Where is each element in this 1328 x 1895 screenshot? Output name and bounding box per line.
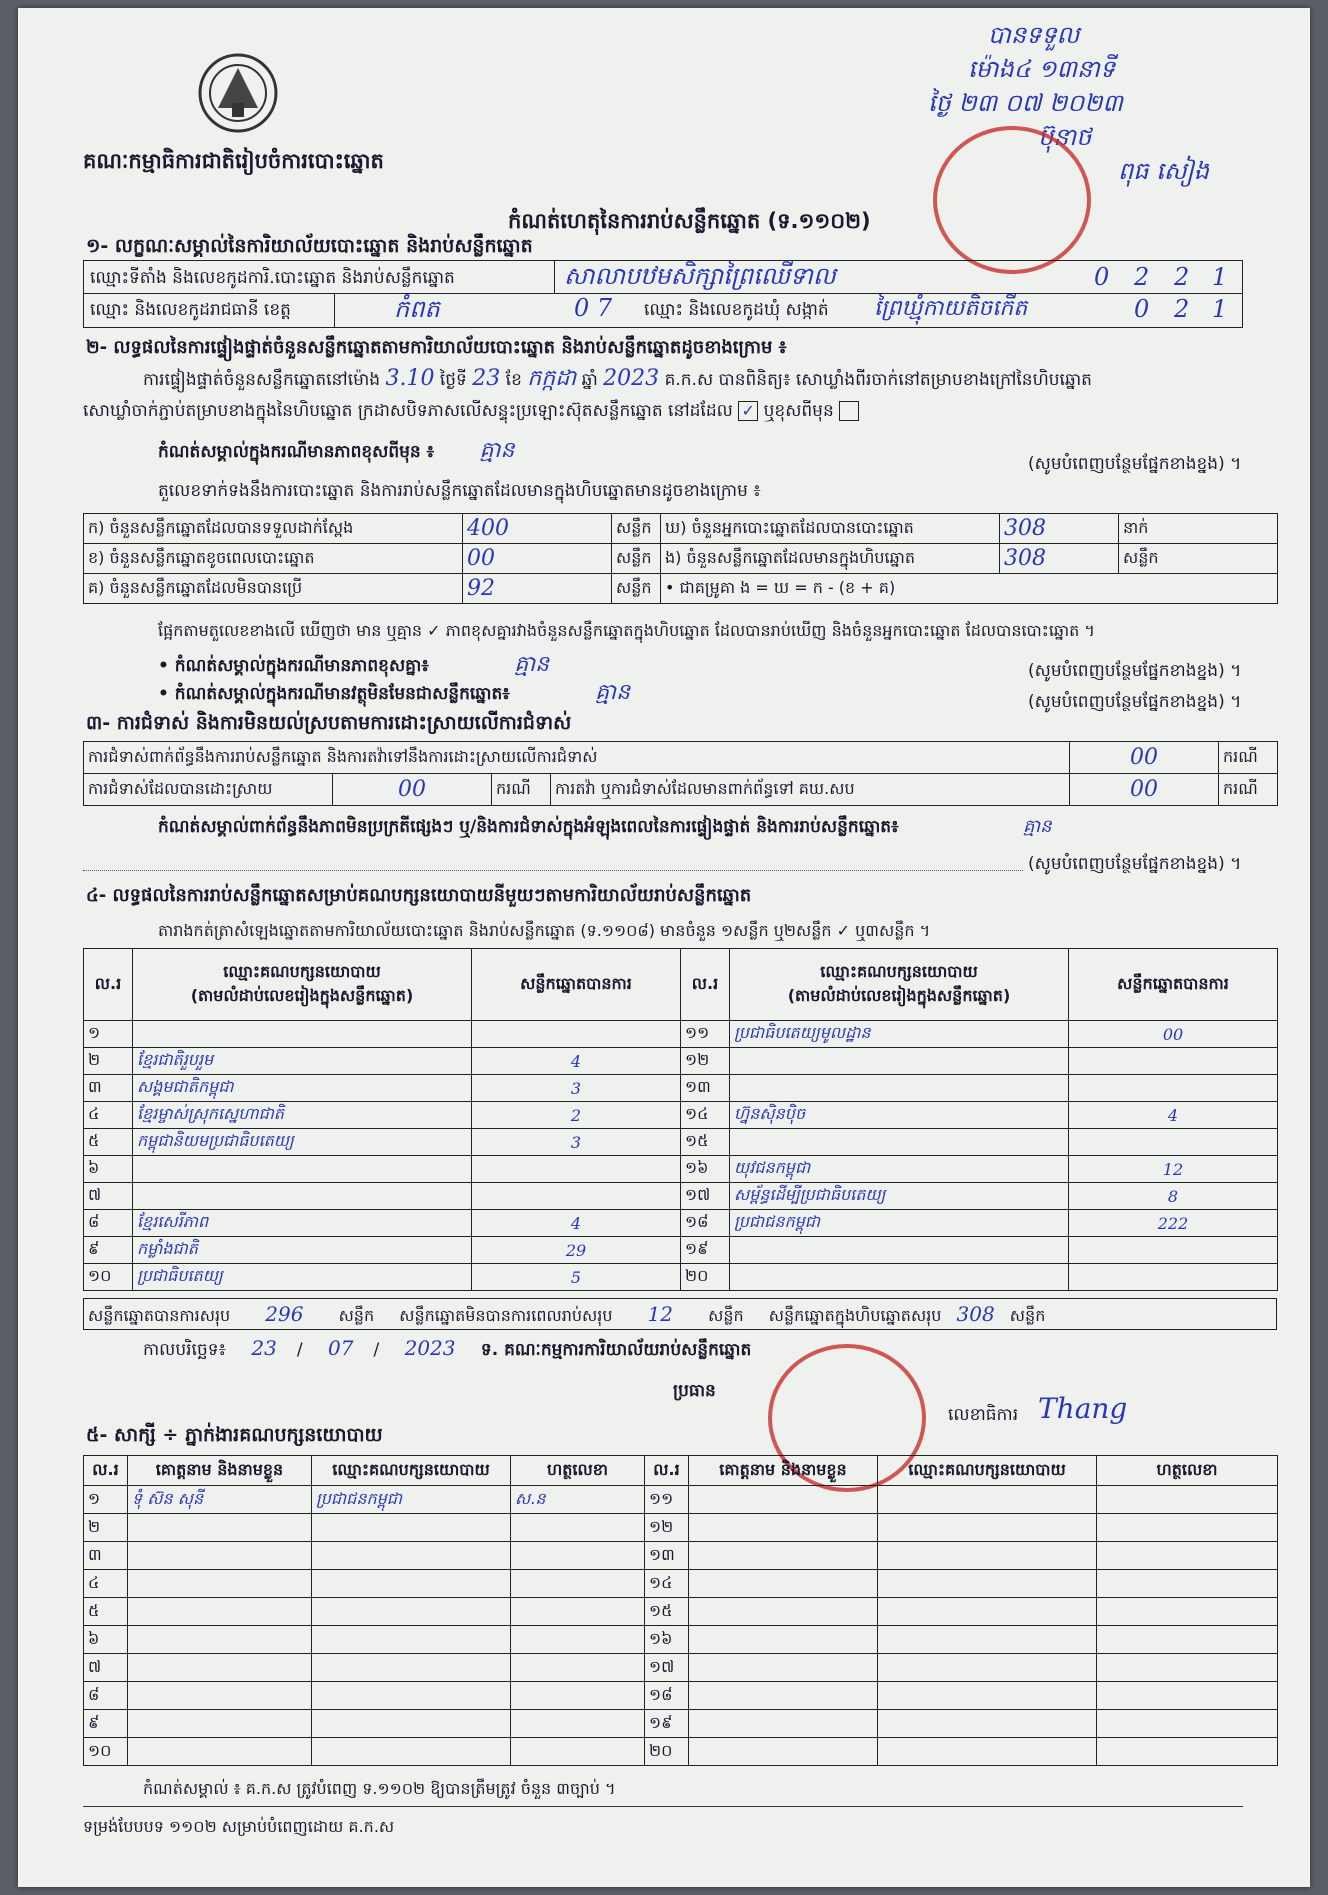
objection-forwarded: ការតវ៉ា ឬការជំទាស់ដែលមានពាក់ព័ន្ធទៅ គឃ.សប (551, 774, 1070, 806)
table-row: ៥ កម្ពុជានិយមប្រជាធិបតេយ្យ 3 ១៥ (84, 1129, 1278, 1156)
row-c-value: 92 (463, 574, 612, 604)
table-row: ២ ខ្មែរជាតិរួបរួម 4 ១២ (84, 1048, 1278, 1075)
row-a-value: 400 (463, 514, 612, 544)
table-row: ១០ ប្រជាធិបតេយ្យ 5 ២០ (84, 1264, 1278, 1291)
note-diff-prev: កំណត់សម្គាល់ក្នុងករណីមានភាពខុសពីមុន ៖ គ្មាន (158, 438, 515, 463)
objection-row1: ការជំទាស់ពាក់ព័ន្ធនឹងការរាប់សន្លឹកឆ្នោត និងការតវ៉ាទៅនឹងការដោះស្រាយលើការជំទាស់ (84, 742, 1070, 774)
row-e-value: 308 (1000, 544, 1119, 574)
objection-note-value: គ្មាន (1023, 816, 1052, 837)
table-row: ១០ ២០ (84, 1738, 1278, 1766)
objection-resolved-value: 00 (333, 774, 492, 806)
section4-title: ៤- លទ្ធផលនៃការរាប់សន្លឹកឆ្នោតសម្រាប់គណបក្សនយោបាយនីមួយៗតាមការិយាល័យរាប់សន្លឹកឆ្នោត (86, 885, 752, 906)
row-e-unit: សន្លឹក (1119, 544, 1278, 574)
table-row: ២ ១២ (84, 1514, 1278, 1542)
place-label: ឈ្មោះទីតាំង និងលេខកូដការិ.បោះឆ្នោត និងរាប់សន្លឹកឆ្នោត (90, 268, 455, 288)
row-b-unit: សន្លឹក (612, 544, 661, 574)
sum-total: 308 (956, 1302, 995, 1326)
table-row: ៧ ១៧ សម្ព័ន្ធដើម្បីប្រជាធិបតេយ្យ 8 (84, 1183, 1278, 1210)
checkbox-icon[interactable]: ✓ (738, 401, 758, 421)
table-row: ១ ទុំ ស៊ន សុនី ប្រជាជនកម្ពុជា ស.ន ១១ (84, 1486, 1278, 1514)
section3-title: ៣- ការជំទាស់ និងការមិនយល់ស្របតាមការដោះស្រាយលើការជំទាស់ (86, 712, 572, 734)
row-c-unit: សន្លឹក (612, 574, 661, 604)
fill-hint-4: (សូមបំពេញបន្ថែមផ្នែកខាងខ្នង) ។ (1028, 854, 1242, 874)
footnote: កំណត់សម្គាល់ ៖ គ.ក.ស ត្រូវបំពេញ ទ.១១០២ ឱ្យបានត្រឹមត្រូវ ចំនួន ៣ច្បាប់ ។ (143, 1779, 616, 1798)
table-row: ៣ សង្គមជាតិកម្ពុជា 3 ១៣ (84, 1075, 1278, 1102)
table-row: ៨ ១៨ (84, 1682, 1278, 1710)
table-row: ៨ ខ្មែរសេរីភាព 4 ១៨ ប្រជាជនកម្ពុជា 222 (84, 1210, 1278, 1237)
row-e-label: ង) ចំនួនសន្លឹកឆ្នោតដែលមានក្នុងហិបឆ្នោត (661, 544, 1000, 574)
place-code-1: 0 (1094, 263, 1110, 291)
numbers-intro: តួលេខទាក់ទងនឹងការបោះឆ្នោត និងការរាប់សន្លឹកឆ្នោតដែលមានក្នុងហិបឆ្នោតមានដូចខាងក្រោម ៖ (158, 481, 761, 501)
table-row: ៩ កម្លាំងជាតិ 29 ១៩ (84, 1237, 1278, 1264)
commune-code-1: 0 (1134, 295, 1150, 323)
commune-code-2: 2 (1174, 295, 1190, 323)
official-stamp (933, 126, 1091, 274)
form-code: ទម្រង់បែបបទ ១១០២ សម្រាប់បំពេញដោយ គ.ក.ស (83, 1817, 395, 1836)
province-label: ឈ្មោះ និងលេខកូដរាជធានី ខេត្ត (90, 300, 291, 320)
place-code-4: 1 (1212, 263, 1228, 291)
fill-hint-1: (សូមបំពេញបន្ថែមផ្នែកខាងខ្នង) ។ (1028, 454, 1242, 474)
table-row: ៣ ១៣ (84, 1542, 1278, 1570)
witness-table: ល.រ គោត្តនាម និងនាមខ្លួន ឈ្មោះគណបក្សនយោបាយ ហត្ថលេខា ល.រ គោត្តនាម និងនាមខ្លួន ឈ្មោះគណបក្សនយោបាយ ហត្ថលេខា ១ ទុំ ស៊ន សុនី ប្រជាជនកម្ពុជា ស.ន ១១ ២ ១២ ៣ ១៣ ៤ ១៤ ៥ ១៥ ៦ ១៦ ៧ ១៧ ៨ ១៨ ៩ ១៩ ១០ ២០ (83, 1455, 1278, 1766)
place-code-2: 2 (1134, 263, 1150, 291)
note-diff: • កំណត់សម្គាល់ក្នុងករណីមានភាពខុសគ្នា៖ គ្មាន (158, 652, 550, 677)
section1-title: ១- លក្ខណៈសម្គាល់នៃការិយាល័យបោះឆ្នោត និងរាប់សន្លឹកឆ្នោត (86, 235, 533, 257)
row-a-label: ក) ចំនួនសន្លឹកឆ្នោតដែលបានទទួលដាក់ស្ពែង (84, 514, 463, 544)
date-line: កាលបរិច្ឆេទ៖ 23 / 07 / 2023 ទ. គណៈកម្មការការិយាល័យរាប់សន្លឹកឆ្នោត (143, 1336, 752, 1360)
row-c-label: គ) ចំនួនសន្លឹកឆ្នោតដែលមិនបានប្រើ (84, 574, 463, 604)
commune-code-3: 1 (1212, 295, 1228, 323)
province-code: 0 7 (574, 294, 613, 322)
formula: • ជាគម្រូគា ង = ឃ = ក - (ខ + គ) (661, 574, 1278, 604)
row-d-label: ឃ) ចំនួនអ្នកបោះឆ្នោតដែលបានបោះឆ្នោត (661, 514, 1000, 544)
sum-valid: 296 (265, 1302, 304, 1326)
commune-value: ព្រៃឃ្មុំកាយតិចកើត (874, 296, 1028, 321)
receipt-note: បានទទួល ម៉ោង៤ ១៣នាទី ថ្ងៃ ២៣ ០៧ ២០២៣ ប៊ុនាថ ពុធ សៀង (928, 21, 1209, 185)
objection-note: កំណត់សម្គាល់ពាក់ព័ន្ធនឹងភាពមិនប្រក្រតីផ្សេងៗ ឬ/និងការជំទាស់ក្នុងអំឡុងពេលនៃការផ្ទៀងផ្ទាត់ និងការរាប់សន្លឹកឆ្នោត៖ (158, 817, 899, 837)
commune-label: ឈ្មោះ និងលេខកូដឃុំ សង្កាត់ (644, 300, 829, 320)
emblem-logo (188, 48, 288, 138)
place-code-3: 2 (1174, 263, 1190, 291)
verify-line: ការផ្ទៀងផ្ទាត់ចំនួនសន្លឹកឆ្នោតនៅម៉ោង 3.10 ថ្ងៃទី 23 ខែ កក្កដា ឆ្នាំ 2023 គ.ក.ស បានពិនិត្យ៖ សោឃ្លាំងពីរចាក់នៅតម្រាបខាងក្រៅនៃហិបឆ្នោត (143, 366, 1092, 391)
row-b-label: ខ) ចំនួនសន្លឹកឆ្នោតខូចពេលបោះឆ្នោត (84, 544, 463, 574)
objection-table: ការជំទាស់ពាក់ព័ន្ធនឹងការរាប់សន្លឹកឆ្នោត និងការតវ៉ាទៅនឹងការដោះស្រាយលើការជំទាស់ 00 ករណី ការជំទាស់ដែលបានដោះស្រាយ 00 ករណី ការតវ៉ា ឬការជំទាស់ដែលមានពាក់ព័ន្ធទៅ គឃ.សប 00 ករណី (83, 741, 1278, 806)
form-title: កំណត់ហេតុនៃការរាប់សន្លឹកឆ្នោត (ទ.១១០២) (508, 209, 871, 233)
sum-invalid: 12 (647, 1302, 674, 1326)
table-row: ៦ ១៦ យុវជនកម្ពុជា 12 (84, 1156, 1278, 1183)
table-row: ៤ ១៤ (84, 1570, 1278, 1598)
objection-forwarded-value: 00 (1070, 774, 1219, 806)
table-row: ១ ១១ ប្រជាធិបតេយ្យមូលដ្ឋាន 00 (84, 1021, 1278, 1048)
objection-row1-value: 00 (1070, 742, 1219, 774)
form-page (18, 8, 1310, 1887)
place-value: សាលាបឋមសិក្សាព្រៃឈើទាល (564, 262, 836, 290)
numbers-table (83, 513, 1278, 604)
row-d-unit: នាក់ (1119, 514, 1278, 544)
secretary-label: លេខាធិការ (948, 1405, 1019, 1425)
committee-name: គណៈកម្មាធិការជាតិរៀបចំការបោះឆ្នោត (83, 149, 384, 173)
table-row: ៧ ១៧ (84, 1654, 1278, 1682)
row-a-unit: សន្លឹក (612, 514, 661, 544)
section1-box (83, 260, 1243, 328)
seal-line: សោឃ្លាំចាក់ភ្ជាប់តម្រាបខាងក្នុងនៃហិបឆ្នោត ក្រដាសបិទភាសលើសន្ទុះប្រឡោះស៊ុតសន្លឹកឆ្នោត នៅដដែល ✓ ឬខុសពីមុន (83, 400, 859, 425)
compare-line: ផ្អែកតាមតួលេខខាងលើ ឃើញថា មាន ឬគ្មាន ✓ ភាពខុសគ្នារវាងចំនួនសន្លឹកឆ្នោតក្នុងហិបឆ្នោត ដែលបានរាប់ឃើញ និងចំនួនអ្នកបោះឆ្នោត ដែលបានបោះឆ្នោត ។ (158, 621, 1095, 640)
row-b-value: 00 (463, 544, 612, 574)
section5-title: ៥- សាក្សី ÷ ភ្នាក់ងារគណបក្សនយោបាយ (86, 1424, 383, 1446)
chair-label: ប្រធាន (673, 1381, 716, 1401)
table-row: ៦ ១៦ (84, 1626, 1278, 1654)
note-extra: • កំណត់សម្គាល់ក្នុងករណីមានវត្ថុមិនមែនជាសន្លឹកឆ្នោត៖ គ្មាន (158, 680, 631, 705)
checkbox-icon[interactable] (839, 401, 859, 421)
fill-hint-2: (សូមបំពេញបន្ថែមផ្នែកខាងខ្នង) ។ (1028, 661, 1242, 681)
province-value: កំពត (394, 295, 440, 323)
table-row: ៥ ១៥ (84, 1598, 1278, 1626)
totals-row: សន្លឹកឆ្នោតបានការសរុប 296 សន្លឹក សន្លឹកឆ្នោតមិនបានការពេលរាប់សរុប 12 សន្លឹក សន្លឹកឆ្នោតក្នុងហិបឆ្នោតសរុប 308 សន្លឹក (83, 1298, 1277, 1330)
table-row: ៩ ១៩ (84, 1710, 1278, 1738)
secretary-signature: Thang (1038, 1392, 1128, 1425)
section2-title: ២- លទ្ធផលនៃការផ្ទៀងផ្ទាត់ចំនួនសន្លឹកឆ្នោតតាមការិយាល័យបោះឆ្នោត និងរាប់សន្លឹកឆ្នោតដូចខាងក្រោម ៖ (86, 337, 787, 358)
row-d-value: 308 (1000, 514, 1119, 544)
section4-intro: តារាងកត់ត្រាសំឡេងឆ្នោតតាមការិយាល័យបោះឆ្នោត និងរាប់សន្លឹកឆ្នោត (ទ.១១០៨) មានចំនួន ១សន្លឹក ឬ២សន្លឹក ✓ ឬ៣សន្លឹក ។ (158, 921, 931, 940)
fill-hint-3: (សូមបំពេញបន្ថែមផ្នែកខាងខ្នង) ។ (1028, 692, 1242, 712)
results-table: ល.រ ឈ្មោះគណបក្សនយោបាយ (តាមលំដាប់លេខរៀងក្នុងសន្លឹកឆ្នោត) សន្លឹកឆ្នោតបានការ ល.រ ឈ្មោះគណបក្សនយោបាយ (តាមលំដាប់លេខរៀងក្នុងសន្លឹកឆ្នោត) សន្លឹកឆ្នោតបានការ ១ ១១ ប្រជាធិបតេយ្យមូលដ្ឋាន 00 ២ ខ្មែរជាតិរួបរួម 4 ១២ ៣ សង្គមជាតិកម្ពុជា 3 ១៣ ៤ ខ្មែរម្ចាស់ស្រុកស្នេហាជាតិ 2 ១៤ ហ្វ៊ុនស៊ិនប៉ិច 4 ៥ កម្ពុជានិយមប្រជាធិបតេយ្យ 3 ១៥ ៦ ១៦ យុវជនកម្ពុជា 12 ៧ ១៧ សម្ព័ន្ធដើម្បីប្រជាធិបតេយ្យ 8 ៨ ខ្មែរសេរីភាព 4 ១៨ ប្រជាជនកម្ពុជា 222 ៩ កម្លាំងជាតិ 29 ១៩ ១០ ប្រជាធិបតេយ្យ 5 ២០ (83, 948, 1278, 1291)
objection-resolved: ការជំទាស់ដែលបានដោះស្រាយ (84, 774, 333, 806)
table-row: ៤ ខ្មែរម្ចាស់ស្រុកស្នេហាជាតិ 2 ១៤ ហ្វ៊ុនស៊ិនប៉ិច 4 (84, 1102, 1278, 1129)
